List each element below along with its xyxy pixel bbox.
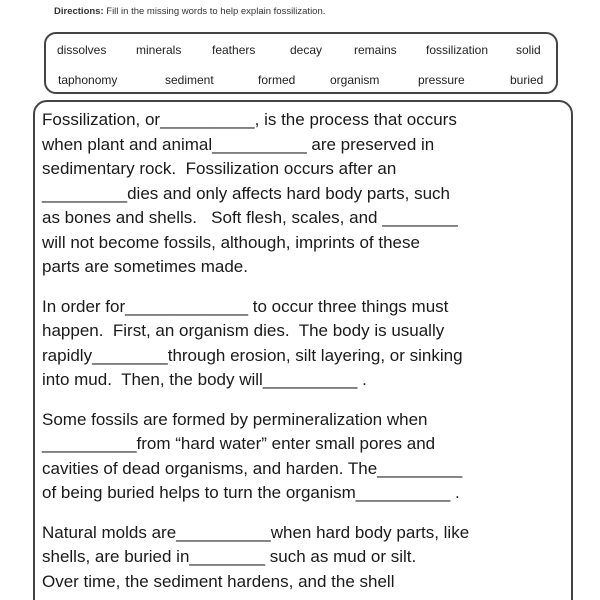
word-bank-word: sediment [165,73,214,87]
passage-line: Fossilization, or__________, is the process that occurs [42,110,457,129]
passage-line: Over time, the sediment hardens, and the shell [42,571,395,591]
passage-line: of being buried helps to turn the organism__________ . [42,483,460,502]
word-bank [44,32,558,94]
passage-line: In order for_____________ to occur three things must [42,296,449,316]
passage-line: into mud. Then, the body will__________ . [42,370,367,389]
word-bank-word: buried [510,73,544,87]
word-bank-word: feathers [212,43,256,57]
passage [42,108,572,600]
word-bank-word: remains [354,43,397,57]
paragraph-4 [42,521,572,595]
word-bank-word: dissolves [57,43,107,57]
passage-line: Some fossils are formed by permineralization when [42,409,428,429]
word-bank-word: solid [516,43,541,57]
word-bank-word: formed [258,73,296,87]
passage-line: will not become fossils, although, imprints of these [42,232,420,252]
directions-label: Directions: [54,6,104,17]
paragraph-1 [42,108,572,280]
paragraph-2 [42,295,572,393]
passage-line: when plant and animal__________ are preserved in [42,134,435,154]
word-bank-word: taphonomy [58,73,118,87]
directions [54,6,325,17]
passage-line: as bones and shells. Soft flesh, scales, and ________ [42,208,458,227]
passage-line: parts are sometimes made. [42,257,248,276]
passage-line: _________dies and only affects hard body parts, such [42,183,450,203]
word-bank-word: fossilization [426,43,489,57]
word-bank-word: decay [290,43,323,57]
directions-text: Fill in the missing words to help explain fossilization. [106,6,326,17]
word-bank-word: minerals [136,43,182,57]
word-bank-word: organism [330,73,380,87]
passage-line: shells, are buried in________ such as mud or silt. [42,547,417,566]
passage-line: __________from “hard water” enter small pores and [42,434,436,453]
passage-line: rapidly________through erosion, silt layering, or sinking [42,345,463,365]
passage-line: happen. First, an organism dies. The body is usually [42,321,445,340]
passage-line: cavities of dead organisms, and harden. The_________ [42,458,463,478]
paragraph-3 [42,408,572,506]
passage-line: Natural molds are__________when hard body parts, like [42,522,470,542]
word-bank-word: pressure [418,73,465,87]
passage-line: sedimentary rock. Fossilization occurs after an [42,159,397,178]
